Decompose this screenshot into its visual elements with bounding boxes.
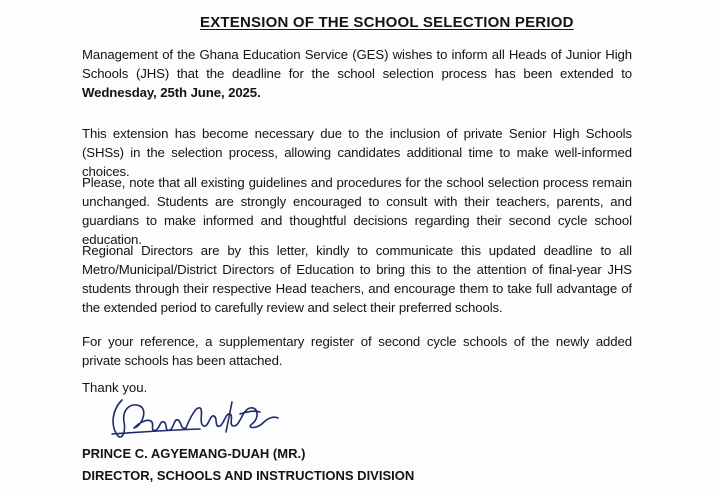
paragraph-guidelines: Please, note that all existing guidelines and procedures for the school selection process remain unchanged. Students are strongly encouraged to consult with their teachers, parents, and guardians to make informed and thoughtful decisions regarding their second cycle school education. [82,175,632,247]
handwritten-signature [100,392,285,442]
deadline-date: Wednesday, 25th June, 2025 [82,85,258,100]
paragraph-reason: This extension has become necessary due to the inclusion of private Senior High Schools (SHSs) in the selection process, allowing candidates additional time to make well-informed choices. [82,126,632,179]
paragraph-deadline [82,45,632,102]
paragraph-regional-directors: Regional Directors are by this letter, kindly to communicate this updated deadline to all Metro/Municipal/District Directors of Education to bring this to the attention of final-year JHS students through their respective Head teachers, and encourage them to take full advantage of the extended period to carefully review and select their preferred schools. [82,243,632,315]
signer-title: DIRECTOR, SCHOOLS AND INSTRUCTIONS DIVISION [82,468,415,483]
closing-thanks: Thank you. [82,380,148,395]
letter-title: EXTENSION OF THE SCHOOL SELECTION PERIOD [200,14,574,31]
deadline-date-period: . [257,85,261,100]
paragraph-supplementary-register: For your reference, a supplementary register of second cycle schools of the newly added private schools has been attached. [82,334,632,368]
paragraph-deadline-text: Management of the Ghana Education Service (GES) wishes to inform all Heads of Junior High Schools (JHS) that the deadline for the school selection process has been extended to [82,47,632,81]
signer-name: PRINCE C. AGYEMANG-DUAH (MR.) [82,446,306,461]
